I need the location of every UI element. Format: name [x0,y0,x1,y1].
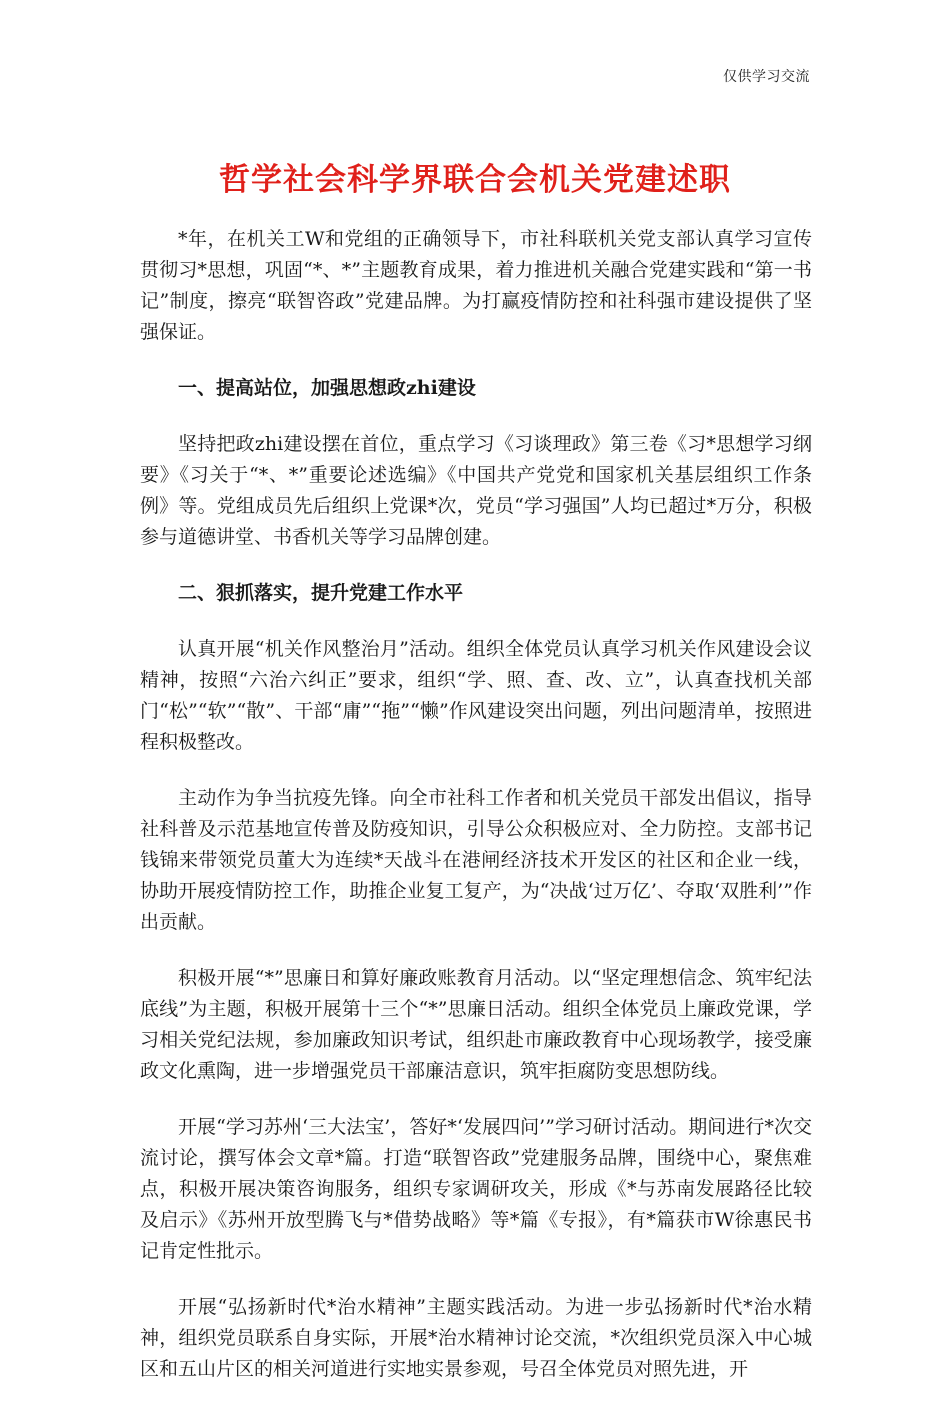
paragraph-6: 开展“弘扬新时代*治水精神”主题实践活动。为进一步弘扬新时代*治水精神，组织党员联系自身实际，开展*治水精神讨论交流，*次组织党员深入中心城区和五山片区的相关河道进行实地实景参观，号召全体党员对照先进，开 [140,1296,812,1380]
header-note: 仅供学习交流 [723,69,810,85]
paragraph-4: 积极开展“*”思廉日和算好廉政账教育月活动。以“坚定理想信念、筑牢纪法底线”为主题，积极开展第十三个“*”思廉日活动。组织全体党员上廉政党课，学习相关党纪法规，参加廉政知识考试，组织赴市廉政教育中心现场教学，接受廉政文化熏陶，进一步增强党员干部廉洁意识，筑牢拒腐防变思想防线。 [140,967,812,1082]
intro-paragraph: *年，在机关工W和党组的正确领导下，市社科联机关党支部认真学习宣传贯彻习*思想，巩固“*、*”主题教育成果，着力推进机关融合党建实践和“第一书记”制度，擦亮“联智咨政”党建品牌。为打赢疫情防控和社科强市建设提供了坚强保证。 [140,228,812,343]
document-body [140,224,812,1410]
section-heading-2: 二、狠抓落实，提升党建工作水平 [178,582,464,604]
paragraph-2: 认真开展“机关作风整治月”活动。组织全体党员认真学习机关作风建设会议精神，按照“六治六纠正”要求，组织“学、照、查、改、立”，认真查找机关部门“松”“软”“散”、干部“庸”“拖”“懒”作风建设突出问题，列出问题清单，按照进程积极整改。 [140,638,812,753]
document-title: 哲学社会科学界联合会机关党建述职 [219,162,731,198]
paragraph-3: 主动作为争当抗疫先锋。向全市社科工作者和机关党员干部发出倡议，指导社科普及示范基地宣传普及防疫知识，引导公众积极应对、全力防控。支部书记钱锦来带领党员董大为连续*天战斗在港闸经济技术开发区的社区和企业一线，协助开展疫情防控工作，助推企业复工复产，为“决战‘过万亿’、夺取‘双胜利’”作出贡献。 [140,787,812,933]
paragraph-5: 开展“学习苏州‘三大法宝’，答好*‘发展四问’”学习研讨活动。期间进行*次交流讨论，撰写体会文章*篇。打造“联智咨政”党建服务品牌，围绕中心，聚焦难点，积极开展决策咨询服务，组织专家调研攻关，形成《*与苏南发展路径比较及启示》《苏州开放型腾飞与*借势战略》等*篇《专报》，有*篇获市W徐惠民书记肯定性批示。 [140,1116,812,1262]
section-heading-1: 一、提高站位，加强思想政zhi建设 [178,377,476,399]
paragraph-1: 坚持把政zhi建设摆在首位，重点学习《习谈理政》第三卷《习*思想学习纲要》《习关于“*、*”重要论述选编》《中国共产党党和国家机关基层组织工作条例》等。党组成员先后组织上党课*次，党员“学习强国”人均已超过*万分，积极参与道德讲堂、书香机关等学习品牌创建。 [140,433,812,548]
